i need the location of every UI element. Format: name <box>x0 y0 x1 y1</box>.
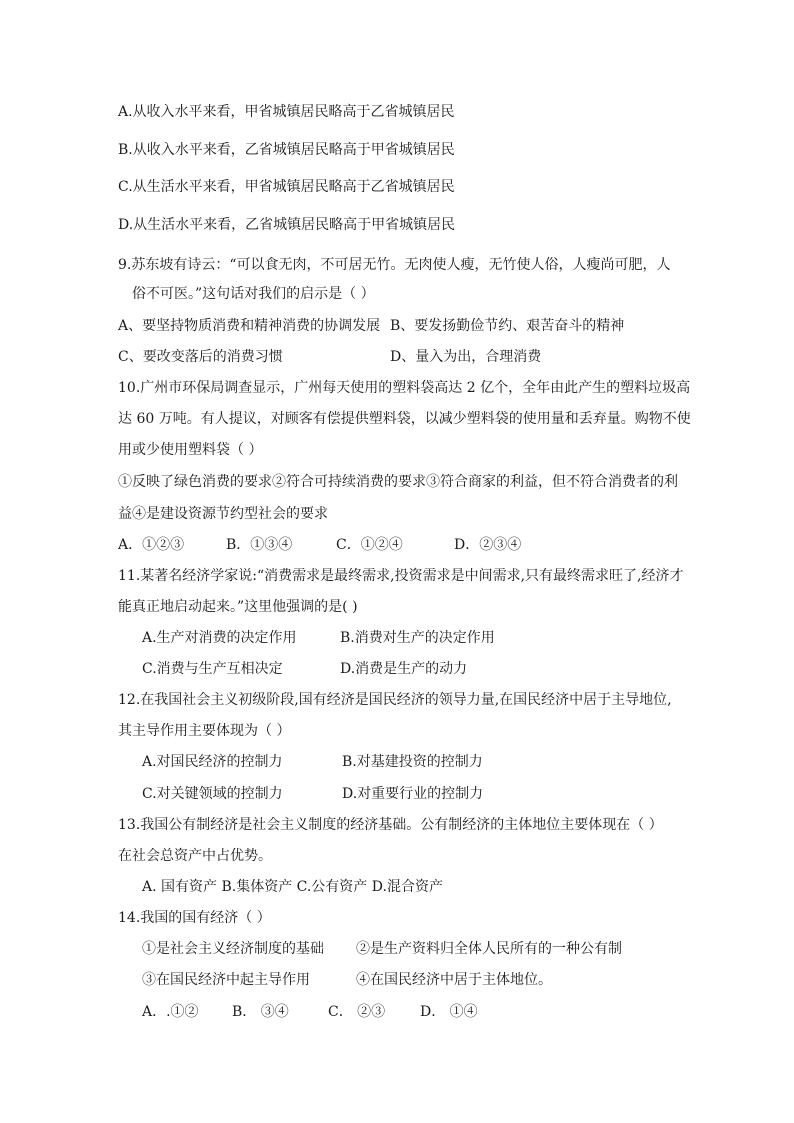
q14-statement-2: ②是生产资料归全体人民所有的一种公有制 <box>356 941 622 957</box>
q8-option-b: B.从收入水平来看，乙省城镇居民略高于甲省城镇居民 <box>118 142 455 158</box>
q8-option-a: A.从收入水平来看，甲省城镇居民略高于乙省城镇居民 <box>118 104 455 120</box>
q11-option-c: C.消费与生产互相决定 <box>142 661 283 677</box>
q10-option-b: B．①③④ <box>226 537 293 553</box>
q11-stem-line2: 能真正地启动起来。”这里他强调的是( ) <box>118 599 358 615</box>
q10-option-c: C．①②④ <box>336 537 403 553</box>
q14-option-c: C． ②③ <box>328 1004 386 1020</box>
q11-option-b: B.消费对生产的决定作用 <box>340 630 495 646</box>
q12-stem-line2: 其主导作用主要体现为（ ） <box>118 723 291 739</box>
q9-option-a: A、要坚持物质消费和精神消费的协调发展 <box>118 318 381 334</box>
q10-stem-line2: 达 60 万吨。有人提议，对顾客有偿提供塑料袋，以减少塑料袋的使用量和丢弃量。购物不使 <box>118 411 691 427</box>
q10-statements-line1: ①反映了绿色消费的要求②符合可持续消费的要求③符合商家的利益，但不符合消费者的利 <box>118 474 678 490</box>
q10-stem-line1: 10.广州市环保局调查显示，广州每天使用的塑料袋高达 2 亿个，全年由此产生的塑料垃圾高 <box>118 380 691 396</box>
q9-option-c: C、要改变落后的消费习惯 <box>118 349 283 365</box>
q13-stem-line1: 13.我国公有制经济是社会主义制度的经济基础。公有制经济的主体地位主要体现在（ ） <box>118 817 663 833</box>
q11-stem-line1: 11.某著名经济学家说:“消费需求是最终需求,投资需求是中间需求,只有最终需求旺了,经济才 <box>118 568 684 584</box>
q14-option-a: A．.①② <box>142 1004 199 1020</box>
q10-statements-line2: 益④是建设资源节约型社会的要求 <box>118 506 328 522</box>
q12-option-a: A.对国民经济的控制力 <box>142 754 283 770</box>
q11-option-a: A.生产对消费的决定作用 <box>142 630 297 646</box>
q10-stem-line3: 用或少使用塑料袋（ ） <box>118 442 263 458</box>
q8-option-c: C.从生活水平来看，甲省城镇居民略高于乙省城镇居民 <box>118 179 455 195</box>
q14-statement-1: ①是社会主义经济制度的基础 <box>142 941 324 957</box>
q12-option-b: B.对基建投资的控制力 <box>342 754 483 770</box>
q11-option-d: D.消费是生产的动力 <box>340 661 468 677</box>
q9-stem-line2: 俗不可医。”这句话对我们的启示是（ ） <box>132 286 375 302</box>
q12-option-c: C.对关键领域的控制力 <box>142 786 283 802</box>
q13-options: A. 国有资产 B.集体资产 C.公有资产 D.混合资产 <box>142 879 443 895</box>
q10-option-d: D．②③④ <box>454 537 522 553</box>
q9-option-d: D、量入为出，合理消费 <box>390 349 542 365</box>
q10-option-a: A．①②③ <box>118 537 185 553</box>
q12-option-d: D.对重要行业的控制力 <box>342 786 484 802</box>
q14-statement-3: ③在国民经济中起主导作用 <box>142 972 310 988</box>
q14-statement-4: ④在国民经济中居于主体地位。 <box>356 972 552 988</box>
q13-stem-line2: 在社会总资产中占优势。 <box>118 848 272 864</box>
q14-option-b: B． ③④ <box>232 1004 289 1020</box>
q8-option-d: D.从生活水平来看，乙省城镇居民略高于甲省城镇居民 <box>118 217 456 233</box>
q9-stem-line1: 9.苏东坡有诗云：“可以食无肉，不可居无竹。无肉使人瘦，无竹使人俗，人瘦尚可肥，人 <box>118 257 671 273</box>
q14-option-d: D． ①④ <box>420 1004 478 1020</box>
q14-stem: 14.我国的国有经济（ ） <box>118 910 271 926</box>
q9-option-b: B、要发扬勤俭节约、艰苦奋斗的精神 <box>390 318 625 334</box>
q12-stem-line1: 12.在我国社会主义初级阶段,国有经济是国民经济的领导力量,在国民经济中居于主导地位, <box>118 692 672 708</box>
